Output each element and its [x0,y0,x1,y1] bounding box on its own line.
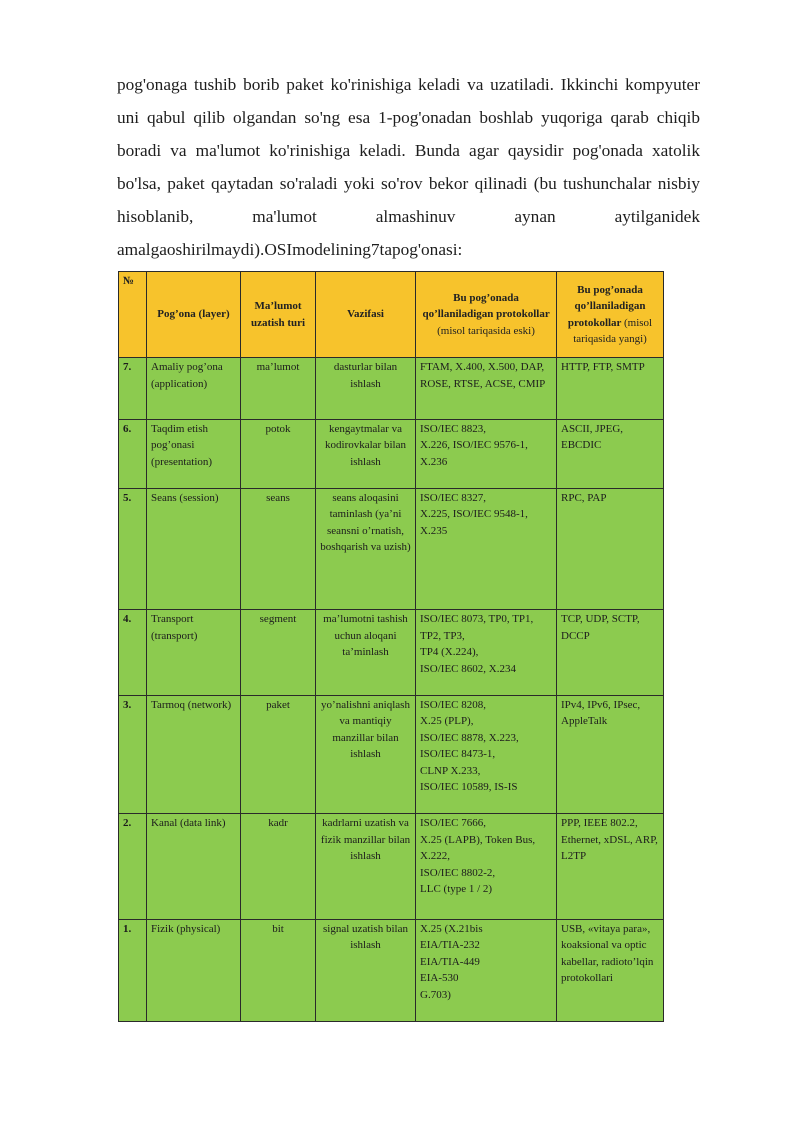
table-row [119,814,664,919]
row-data-unit: paket [241,695,316,814]
row-data-unit: ma’lumot [241,358,316,420]
row-layer: Tarmoq (network) [147,695,241,814]
row-function: kadrlarni uzatish va fizik manzillar bilan ishlash [316,814,416,919]
header-protocols-old-title: Bu pog’onada qo’llaniladigan protokollar [422,291,550,321]
row-data-unit: bit [241,919,316,1021]
row-layer: Amaliy pog’ona (application) [147,358,241,420]
table-row [119,419,664,488]
header-protocols-new [557,272,664,358]
row-function: signal uzatish bilan ishlash [316,919,416,1021]
row-function: ma’lumotni tashish uchun aloqani ta’minlash [316,610,416,695]
row-protocols-old: X.25 (X.21bis EIA/TIA-232 EIA/TIA-449 EIA-530 G.703) [416,919,557,1021]
row-layer: Kanal (data link) [147,814,241,919]
table-row [119,610,664,695]
row-layer: Taqdim etish pog’onasi (presentation) [147,419,241,488]
header-number: № [119,272,147,358]
row-protocols-new: HTTP, FTP, SMTP [557,358,664,420]
row-number: 3. [119,695,147,814]
row-data-unit: potok [241,419,316,488]
table-row [119,695,664,814]
row-protocols-new: ASCII, JPEG, EBCDIC [557,419,664,488]
row-protocols-new: USB, «vitaya para», koaksional va optic kabellar, radioto’lqin protokollari [557,919,664,1021]
row-data-unit: kadr [241,814,316,919]
osi-layers-table [118,271,664,1022]
row-function: dasturlar bilan ishlash [316,358,416,420]
row-number: 1. [119,919,147,1021]
row-number: 7. [119,358,147,420]
row-number: 5. [119,488,147,610]
row-protocols-old: ISO/IEC 8208, X.25 (PLP), ISO/IEC 8878, X.223, ISO/IEC 8473-1, CLNP X.233, ISO/IEC 10589, IS-IS [416,695,557,814]
table-row [119,919,664,1021]
row-protocols-old: ISO/IEC 8327, X.225, ISO/IEC 9548-1, X.235 [416,488,557,610]
table-row [119,488,664,610]
row-protocols-old: ISO/IEC 8073, TP0, TP1, TP2, TP3, TP4 (X.224), ISO/IEC 8602, X.234 [416,610,557,695]
header-protocols-new-note: (misol tariqasida yangi) [573,316,653,345]
header-protocols-new-title: Bu pog’onada qo’llaniladigan protokollar [567,283,646,329]
row-protocols-new: TCP, UDP, SCTP, DCCP [557,610,664,695]
row-number: 6. [119,419,147,488]
row-data-unit: segment [241,610,316,695]
row-number: 4. [119,610,147,695]
row-function: kengaytmalar va kodirovkalar bilan ishlash [316,419,416,488]
row-layer: Fizik (physical) [147,919,241,1021]
header-function: Vazifasi [316,272,416,358]
row-layer: Seans (session) [147,488,241,610]
header-data-unit: Ma’lumot uzatish turi [241,272,316,358]
row-protocols-new: RPC, PAP [557,488,664,610]
row-protocols-new: PPP, IEEE 802.2, Ethernet, xDSL, ARP, L2TP [557,814,664,919]
row-protocols-old: ISO/IEC 7666, X.25 (LAPB), Token Bus, X.222, ISO/IEC 8802-2, LLC (type 1 / 2) [416,814,557,919]
row-protocols-old: ISO/IEC 8823, X.226, ISO/IEC 9576-1, X.236 [416,419,557,488]
row-function: yo’nalishni aniqlash va mantiqiy manzillar bilan ishlash [316,695,416,814]
table-row [119,358,664,420]
header-protocols-old [416,272,557,358]
table-header-row [119,272,664,358]
row-layer: Transport (transport) [147,610,241,695]
row-protocols-new: IPv4, IPv6, IPsec, AppleTalk [557,695,664,814]
header-layer: Pog’ona (layer) [147,272,241,358]
row-protocols-old: FTAM, X.400, X.500, DAP, ROSE, RTSE, ACSE, CMIP [416,358,557,420]
row-number: 2. [119,814,147,919]
row-data-unit: seans [241,488,316,610]
header-protocols-old-note: (misol tariqasida eski) [437,324,535,337]
row-function: seans aloqasini taminlash (ya’ni seansni o’rnatish, boshqarish va uzish) [316,488,416,610]
body-paragraph: pog'onaga tushib borib paket ko'rinishiga keladi va uzatiladi. Ikkinchi kompyuter uni qabul qilib olgandan so'ng esa 1-pog'onadan boshlab yuqoriga qarab chiqib boradi va ma'lumot ko'rinishiga keladi. Bunda agar qaysidir pog'onada xatolik bo'lsa, paket qaytadan so'raladi yoki so'rov bekor qilinadi (bu tushunchalar nisbiy hisoblanib, ma'lumot almashinuv aynan aytilganidek amalgaoshirilmaydi).OSImodelining7tapog'onasi: [117,75,700,259]
